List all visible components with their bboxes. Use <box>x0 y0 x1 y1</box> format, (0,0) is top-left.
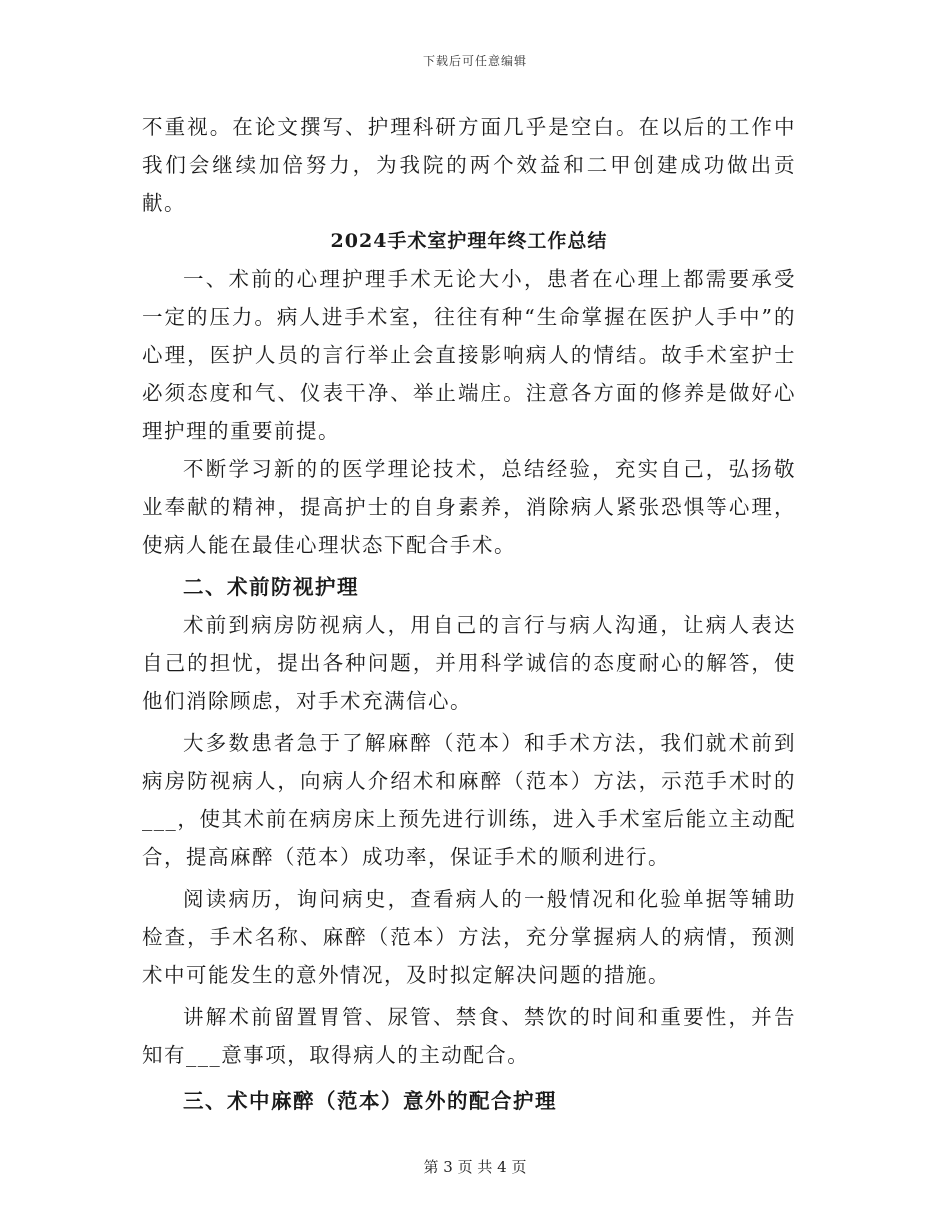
paragraph-psychological-care: 一、术前的心理护理手术无论大小，患者在心理上都需要承受一定的压力。病人进手术室，往往有种“生命掌握在医护人手中”的心理，医护人员的言行举止会直接影响病人的情结。故手术室护士必须态度和气、仪表干净、举止端庄。注意各方面的修养是做好心理护理的重要前提。 <box>142 267 796 443</box>
section-heading-intraop-anesthesia: 三、术中麻醉（范本）意外的配合护理 <box>183 1089 557 1113</box>
document-title: 2024手术室护理年终工作总结 <box>330 230 608 252</box>
page-header-note: 下载后可任意编辑 <box>422 54 527 68</box>
continuation-paragraph: 不重视。在论文撰写、护理科研方面几乎是空白。在以后的工作中我们会继续加倍努力，为我院的两个效益和二甲创建成功做出贡献。 <box>142 115 796 215</box>
paragraph-preop-visit: 术前到病房防视病人，用自己的言行与病人沟通，让病人表达自己的担忧，提出各种问题，并用科学诚信的态度耐心的解答，使他们消除顾虑，对手术充满信心。 <box>142 613 796 713</box>
section-heading-preop-visit: 二、术前防视护理 <box>183 575 359 599</box>
page-number-footer: 第 3 页 共 4 页 <box>423 1158 527 1176</box>
document-body <box>142 108 796 1120</box>
paragraph-anesthesia-intro: 大多数患者急于了解麻醉（范本）和手术方法，我们就术前到病房防视病人，向病人介绍术和麻醉（范本）方法，示范手术时的___，使其术前在病房床上预先进行训练，进入手术室后能立主动配合，提高麻醉（范本）成功率，保证手术的顺利进行。 <box>142 731 796 869</box>
paragraph-preop-instructions: 讲解术前留置胃管、尿管、禁食、禁饮的时间和重要性，并告知有___意事项，取得病人的主动配合。 <box>142 1005 796 1067</box>
paragraph-medical-history: 阅读病历，询问病史，查看病人的一般情况和化验单据等辅助检查，手术名称、麻醉（范本）方法，充分掌握病人的病情，预测术中可能发生的意外情况，及时拟定解决问题的措施。 <box>142 887 796 987</box>
paragraph-continuous-learning: 不断学习新的的医学理论技术，总结经验，充实自己，弘扬敬业奉献的精神，提高护士的自身素养，消除病人紧张恐惧等心理，使病人能在最佳心理状态下配合手术。 <box>142 457 796 557</box>
